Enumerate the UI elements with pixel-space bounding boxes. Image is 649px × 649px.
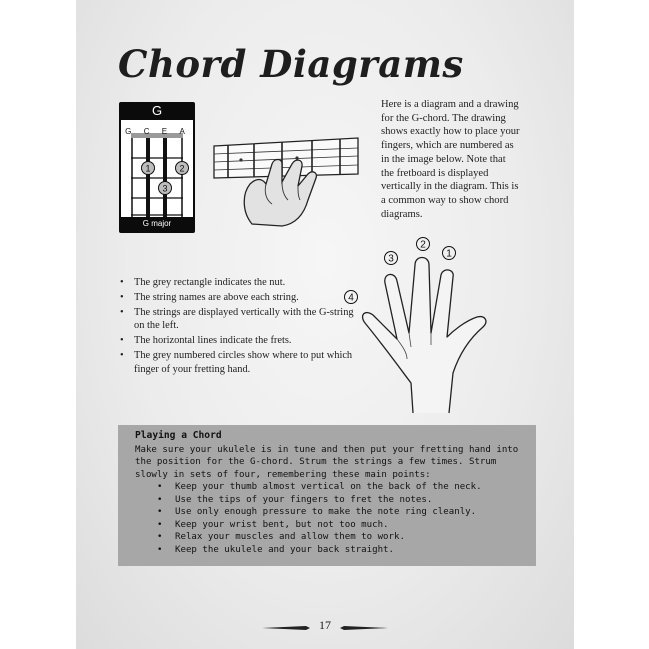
hand-finger-numbers-illustration — [341, 235, 501, 415]
list-item: • Keep the ukulele and your back straight. — [135, 544, 524, 557]
string-name: E — [161, 127, 168, 136]
list-item: • Use the tips of your fingers to fret the notes. — [135, 494, 524, 507]
intro-paragraph: Here is a diagram and a drawing for the G-chord. The drawing shows exactly how to place your fingers, which are numbered as in the image below. Note that the fretboard is displayed vertically in the diagram. This is a common way to show chord diagrams. — [381, 99, 520, 220]
list-item: • The horizontal lines indicate the frets. — [118, 334, 358, 348]
list-item: • The grey numbered circles show where to put which finger of your fretting hand. — [118, 349, 358, 377]
list-item: • Relax your muscles and allow them to work. — [135, 531, 524, 544]
page-number: 17 — [319, 618, 331, 632]
finger-number-3: 3 — [162, 183, 168, 194]
list-item: • Use only enough pressure to make the note ring cleanly. — [135, 506, 524, 519]
hand-number-3: 3 — [388, 253, 394, 265]
fretboard-hand-illustration — [212, 134, 362, 229]
list-item: • The string names are above each string. — [118, 291, 358, 305]
hand-number-2: 2 — [420, 239, 426, 251]
string-c — [146, 138, 150, 217]
page-footer — [76, 618, 574, 638]
string-name: C — [143, 127, 150, 136]
book-page — [76, 0, 574, 649]
list-item: • The strings are displayed vertically with the G-string on the left. — [118, 306, 358, 334]
finger-number-1: 1 — [145, 163, 151, 174]
box-text: Make sure your ukulele is in tune and then put your fretting hand into the position for the G-chord. Strum the strings a few times. Strum slowly in sets of four, remembering these main points: — [135, 444, 519, 480]
box-heading: Playing a Chord — [135, 430, 222, 441]
list-item: • Keep your thumb almost vertical on the back of the neck. — [135, 481, 524, 494]
box-points — [135, 481, 524, 556]
playing-a-chord-box — [118, 425, 536, 566]
string-name: G — [125, 127, 132, 136]
list-item: • Keep your wrist bent, but not too much. — [135, 519, 524, 532]
string-names — [119, 127, 191, 136]
finger-number-2: 2 — [179, 163, 185, 174]
string-e — [163, 138, 167, 217]
list-item: • The grey rectangle indicates the nut. — [118, 276, 358, 290]
chord-name: G — [151, 103, 163, 118]
bullet-list — [118, 276, 358, 378]
string-name: A — [179, 127, 185, 136]
chord-caption: G major — [142, 219, 172, 228]
hand-number-1: 1 — [446, 248, 452, 260]
page-title: Chord Diagrams — [118, 42, 464, 86]
chord-diagram — [119, 102, 195, 233]
hand-number-4: 4 — [348, 292, 354, 304]
